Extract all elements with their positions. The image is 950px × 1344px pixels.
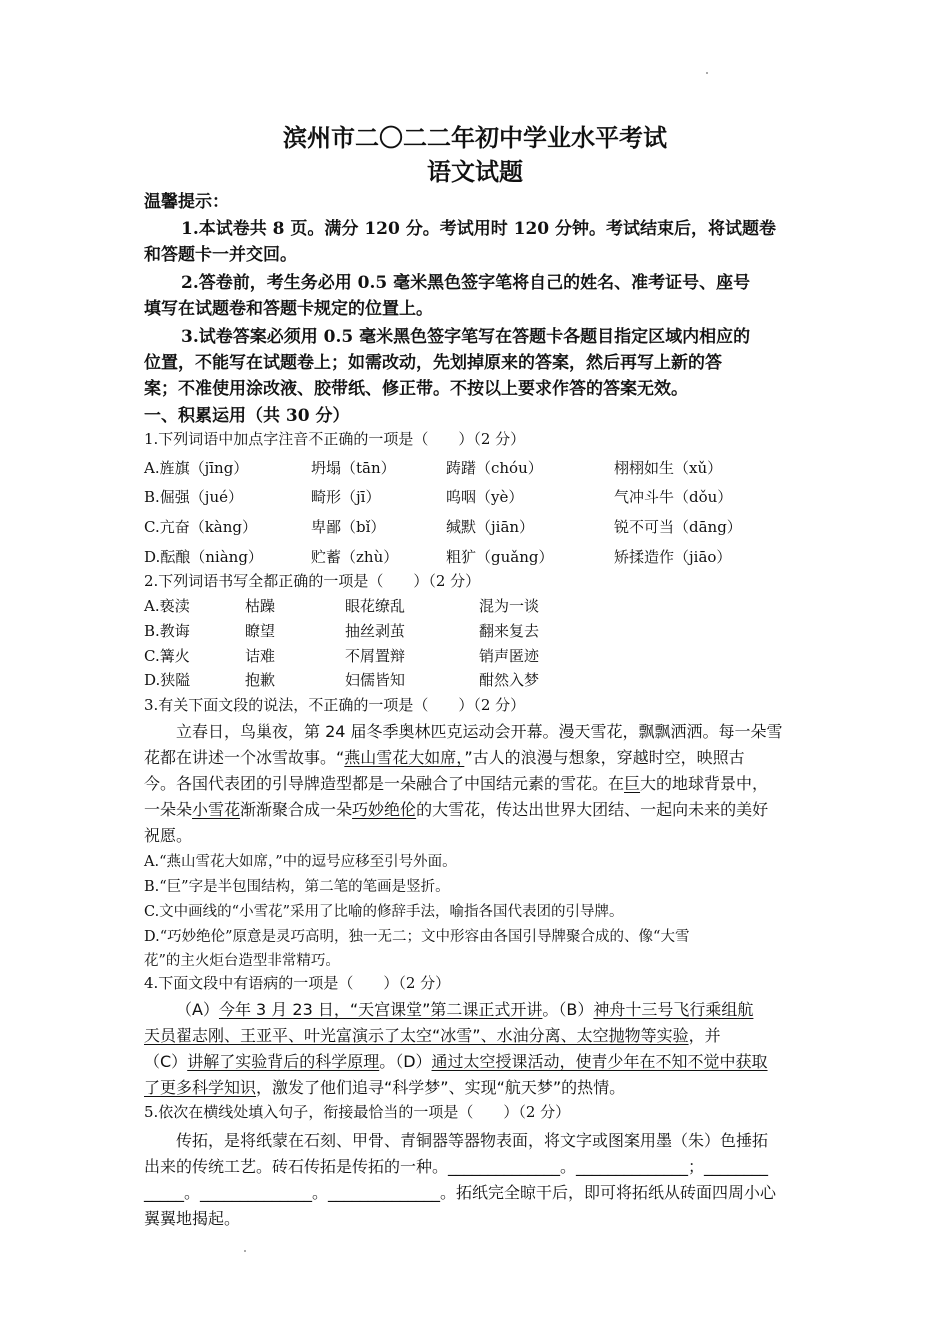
option-cell: 气冲斗牛（dǒu）	[614, 488, 733, 506]
underlined-phrase: 通过太空授课活动，使青少年在不知不觉中获取	[431, 1052, 768, 1071]
option-cell: B.倔强（jué）	[144, 488, 243, 506]
scan-speck	[244, 1250, 246, 1252]
option-d-continued: 花”的主火炬台造型非常精巧。	[144, 953, 340, 969]
passage-line: _____。______________。______________。拓纸完全晾干后，即可将拓纸从砖面四周小心	[144, 1183, 777, 1202]
option-cell: 抱歉	[245, 671, 276, 689]
option-cell: 呜咽（yè）	[446, 488, 524, 506]
option-d: D.“巧妙绝伦”原意是灵巧高明，独一无二；文中形容由各国引导牌聚合成的、像“大雪	[144, 929, 690, 945]
option-cell: 矫揉造作（jiāo）	[614, 548, 732, 566]
option-cell: A.旌旗（jīng）	[144, 459, 249, 477]
option-b: B.“巨”字是半包围结构，第二笔的笔画是竖折。	[144, 879, 450, 895]
option-cell: 混为一谈	[479, 597, 540, 615]
option-cell: 贮蓄（zhù）	[311, 548, 399, 566]
passage-text: 一朵朵	[144, 800, 193, 819]
tip-line: 2.答卷前，考生务必用 0.5 毫米黑色签字笔将自己的姓名、准考证号、座号	[181, 273, 751, 293]
passage-text: 的大雪花，传达出世界大团结、一起向未来的美好	[416, 800, 769, 819]
passage-line: 立春日，鸟巢夜，第 24 届冬季奥林匹克运动会开幕。漫天雪花，飘飘洒洒。每一朵雪	[176, 722, 783, 741]
underlined-phrase: 燕山雪花大如席，	[344, 748, 465, 767]
passage-line: 出来的传统工艺。砖石传拓是传拓的一种。______________。______________；________	[144, 1157, 769, 1176]
tips-heading: 温馨提示：	[144, 192, 229, 212]
passage-line	[176, 997, 753, 1020]
passage-line: 翼翼地揭起。	[144, 1209, 241, 1228]
underlined-phrase: 巧妙绝伦	[352, 800, 417, 819]
question-2-stem: 2.下列词语书写全都正确的一项是（ ）（2 分）	[144, 572, 481, 590]
passage-line	[144, 1023, 721, 1046]
underlined-phrase: 了更多科学知识	[144, 1078, 257, 1097]
option-cell: C.亢奋（kàng）	[144, 518, 258, 536]
exam-title: 滨州市二〇二二年初中学业水平考试	[283, 123, 667, 152]
tip-line: 和答题卡一并交回。	[144, 245, 297, 265]
underlined-phrase: 神舟十三号飞行乘组航	[593, 1000, 754, 1019]
option-cell: 酣然入梦	[479, 671, 540, 689]
option-cell: 不屑置辩	[345, 647, 406, 665]
passage-text: 大的地球背景中，	[640, 774, 769, 793]
tip-line: 位置，不能写在试题卷上；如需改动，先划掉原来的答案，然后再写上新的答	[144, 353, 722, 373]
passage-text: ”古人的浪漫与想象，穿越时空，映照古	[464, 748, 745, 767]
option-cell: 缄默（jiān）	[446, 518, 535, 536]
passage-text: 渐渐聚合成一朵	[240, 800, 353, 819]
option-cell: 妇儒皆知	[345, 671, 406, 689]
option-cell: 踌躇（chóu）	[446, 459, 543, 477]
option-cell: 卑鄙（bǐ）	[311, 518, 386, 536]
option-cell: 诘难	[245, 647, 276, 665]
option-cell: 畸形（jī）	[311, 488, 381, 506]
option-cell: 栩栩如生（xǔ）	[614, 459, 723, 477]
tip-line: 填写在试题卷和答题卡规定的位置上。	[144, 299, 433, 319]
tip-line: 1.本试卷共 8 页。满分 120 分。考试用时 120 分钟。考试结束后，将试题卷	[181, 219, 777, 239]
passage-text: ，并	[688, 1026, 721, 1045]
option-cell: 眼花缭乱	[345, 597, 406, 615]
underlined-phrase: 巨	[624, 774, 641, 793]
passage-line	[144, 1049, 768, 1072]
tip-line: 案；不准使用涂改液、胶带纸、修正带。不按以上要求作答的答案无效。	[144, 379, 688, 399]
scan-speck	[706, 72, 708, 74]
tip-line: 3.试卷答案必须用 0.5 毫米黑色签字笔写在答题卡各题目指定区域内相应的	[181, 327, 751, 347]
passage-line: 祝愿。	[144, 826, 193, 845]
option-cell: B.教诲	[144, 622, 190, 640]
option-cell: 枯躁	[245, 597, 276, 615]
option-cell: C.篝火	[144, 647, 190, 665]
passage-text: （A）	[176, 1000, 219, 1019]
exam-subtitle: 语文试题	[427, 157, 523, 186]
question-1-stem: 1.下列词语中加点字注音不正确的一项是（ ）（2 分）	[144, 430, 526, 448]
question-3-stem: 3.有关下面文段的说法，不正确的一项是（ ）（2 分）	[144, 696, 526, 714]
option-cell: 粗犷（guǎng）	[446, 548, 554, 566]
underlined-phrase: 小雪花	[192, 800, 241, 819]
passage-line	[144, 771, 768, 794]
option-c: C.文中画线的“小雪花”采用了比喻的修辞手法，喻指各国代表团的引导牌。	[144, 904, 624, 920]
underlined-phrase: 今年 3 月 23 日，“天宫课堂”第二课正式开讲	[218, 1000, 543, 1019]
option-cell: A.亵渎	[144, 597, 190, 615]
option-cell: D.狭隘	[144, 671, 191, 689]
option-cell: 坍塌（tān）	[311, 459, 396, 477]
passage-line	[144, 1075, 625, 1098]
passage-text: ，激发了他们追寻“科学梦”、实现“航天梦”的热情。	[256, 1078, 626, 1097]
passage-text: 。（B）	[542, 1000, 594, 1019]
option-cell: 翻来复去	[479, 622, 540, 640]
passage-text: 今。各国代表团的引导牌造型都是一朵融合了中国结元素的雪花。在	[144, 774, 625, 793]
passage-text: 花都在讲述一个冰雪故事。“	[144, 748, 345, 767]
section-heading: 一、积累运用（共 30 分）	[144, 406, 350, 426]
option-a: A.“燕山雪花大如席，”中的逗号应移至引号外面。	[144, 854, 457, 870]
underlined-phrase: 天员翟志刚、王亚平、叶光富演示了太空“冰雪”、水油分离、太空抛物等实验	[144, 1026, 689, 1045]
passage-line	[144, 797, 768, 820]
question-5-stem: 5.依次在横线处填入句子，衔接最恰当的一项是（ ）（2 分）	[144, 1103, 571, 1121]
passage-line	[144, 745, 745, 768]
passage-text: （C）	[144, 1052, 188, 1071]
question-4-stem: 4.下面文段中有语病的一项是（ ）（2 分）	[144, 974, 451, 992]
passage-line: 传拓，是将纸蒙在石刻、甲骨、青铜器等器物表面，将文字或图案用墨（朱）色捶拓	[176, 1131, 769, 1150]
option-cell: D.酝酿（niàng）	[144, 548, 263, 566]
underlined-phrase: 讲解了实验背后的科学原理	[187, 1052, 380, 1071]
option-cell: 锐不可当（dāng）	[614, 518, 742, 536]
passage-text: 。（D）	[379, 1052, 432, 1071]
option-cell: 销声匿迹	[479, 647, 540, 665]
option-cell: 瞭望	[245, 622, 276, 640]
option-cell: 抽丝剥茧	[345, 622, 406, 640]
